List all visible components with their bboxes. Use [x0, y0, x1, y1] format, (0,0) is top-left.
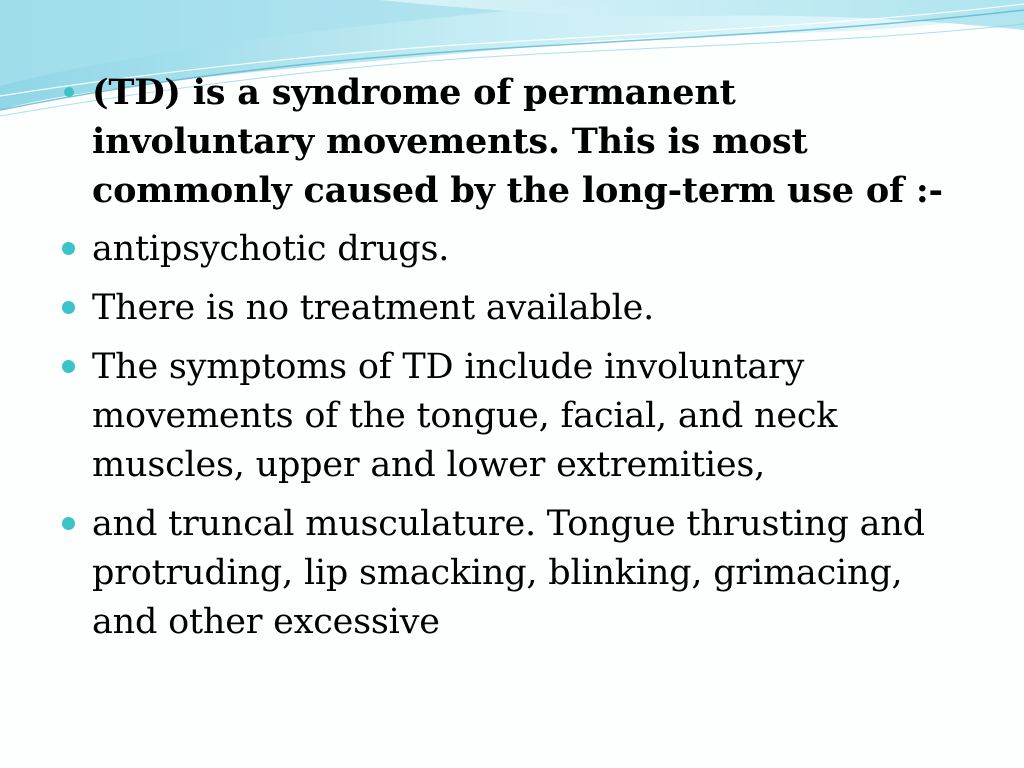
bullet-text: antipsychotic drugs. — [92, 229, 450, 269]
bullet-dot-icon — [62, 301, 75, 314]
bullet-item — [62, 284, 962, 333]
bullet-text: There is no treatment available. — [92, 288, 655, 328]
bullet-dot-icon — [62, 360, 75, 373]
bullet-text: (TD) is a syndrome of permanent involuntary movements. This is most commonly caused by the long-term use of :- — [92, 72, 943, 211]
bullet-item — [62, 225, 962, 274]
bullet-dot-icon — [62, 242, 75, 255]
bullet-dot-icon — [62, 517, 75, 530]
bullet-text: The symptoms of TD include involuntary movements of the tongue, facial, and neck muscles, upper and lower extremities, — [92, 347, 838, 485]
slide-body — [62, 68, 962, 657]
bullet-dot-icon — [64, 87, 74, 97]
bullet-item — [62, 343, 962, 490]
bullet-list — [62, 68, 962, 647]
bullet-item — [62, 68, 962, 215]
bullet-text: and truncal musculature. Tongue thrusting and protruding, lip smacking, blinking, grimacing, and other excessive — [92, 504, 925, 642]
bullet-item — [62, 500, 962, 647]
